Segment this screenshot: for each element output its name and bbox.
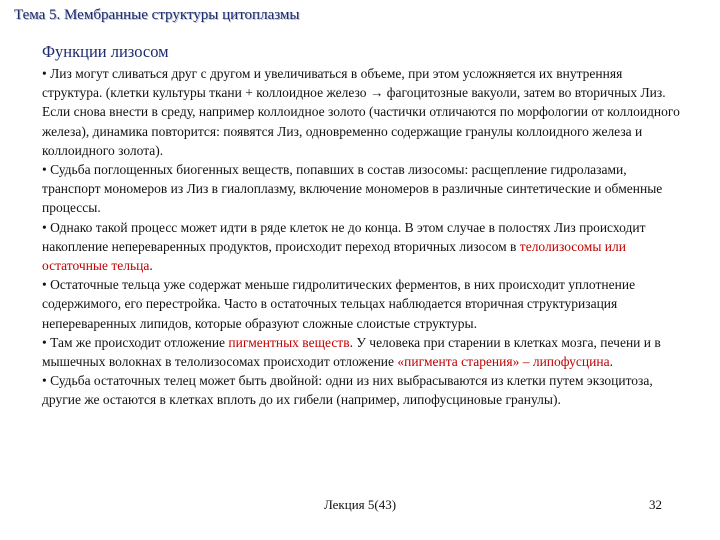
highlighted-term: «пигмента старения» – липофусцина [397,354,610,370]
bullet-paragraph [42,64,682,160]
slide-content [42,64,682,410]
bullet-paragraph [42,218,682,276]
highlighted-term: телолизосомы или остаточные тельца [42,238,626,274]
bullet-paragraph [42,371,682,409]
paragraph-text: . У человека при старении в клетках мозга, печени и в мышечных волокнах в телолизосомах происходит отложение [42,334,661,370]
paragraph-text: • Остаточные тельца уже содержат меньше гидролитических ферментов, в них происходит уплотнение содержимого, его перестройка. Часто в остаточных тельцах наблюдается вторичная структуризация непереваренных липидов, которые образуют сложные слоистые структуры. [42,277,636,331]
paragraph-text: и увеличиваться в объеме, при этом усложняется их внутренняя структура. (клетки культуры ткани + коллоидное железо → фагоцитозные вакуоли, затем во вторичных Лиз. Если снова внести в среду, например коллоидное золото (частички отличаются по морфологии от коллоидного железа), динамика повторится: появятся Лиз, одновременно содержащие гранулы коллоидного железа и коллоидного золота). [42,66,680,158]
paragraph-text: • Судьба остаточных телец может быть двойной: одни из них выбрасываются из клетки путем экзоцитоза, другие же остаются в клетках вплоть до их гибели (например, липофусциновые гранулы). [42,373,653,408]
topic-header: Тема 5. Мембранные структуры цитоплазмы [14,7,300,23]
paragraph-text: • Там же происходит отложение [42,334,229,350]
paragraph-text: • Лиз могут сливаться друг с другом [42,66,251,81]
highlighted-term: пигментных веществ [228,334,350,350]
footer-lecture: Лекция 5(43) [323,497,397,512]
paragraph-text: • Судьба поглощенных биогенных веществ, попавших в состав лизосомы: расщепление гидролазами, транспорт мономеров из Лиз в гиалоплазму, включение мономеров в различные синтетические и обменные процессы. [42,162,663,216]
bullet-paragraph [42,160,682,218]
slide-title: Функции лизосом [42,42,169,61]
paragraph-text: . [609,354,613,370]
bullet-paragraph [42,333,682,371]
paragraph-text: . [149,258,153,274]
bullet-paragraph [42,275,682,333]
page-number: 32 [649,497,662,512]
paragraph-text: • Однако такой процесс может идти в ряде клеток не до конца. В этом случае в полостях Лиз происходит накопление непереваренных продуктов, происходит переход вторичных лизосом в [42,219,646,254]
